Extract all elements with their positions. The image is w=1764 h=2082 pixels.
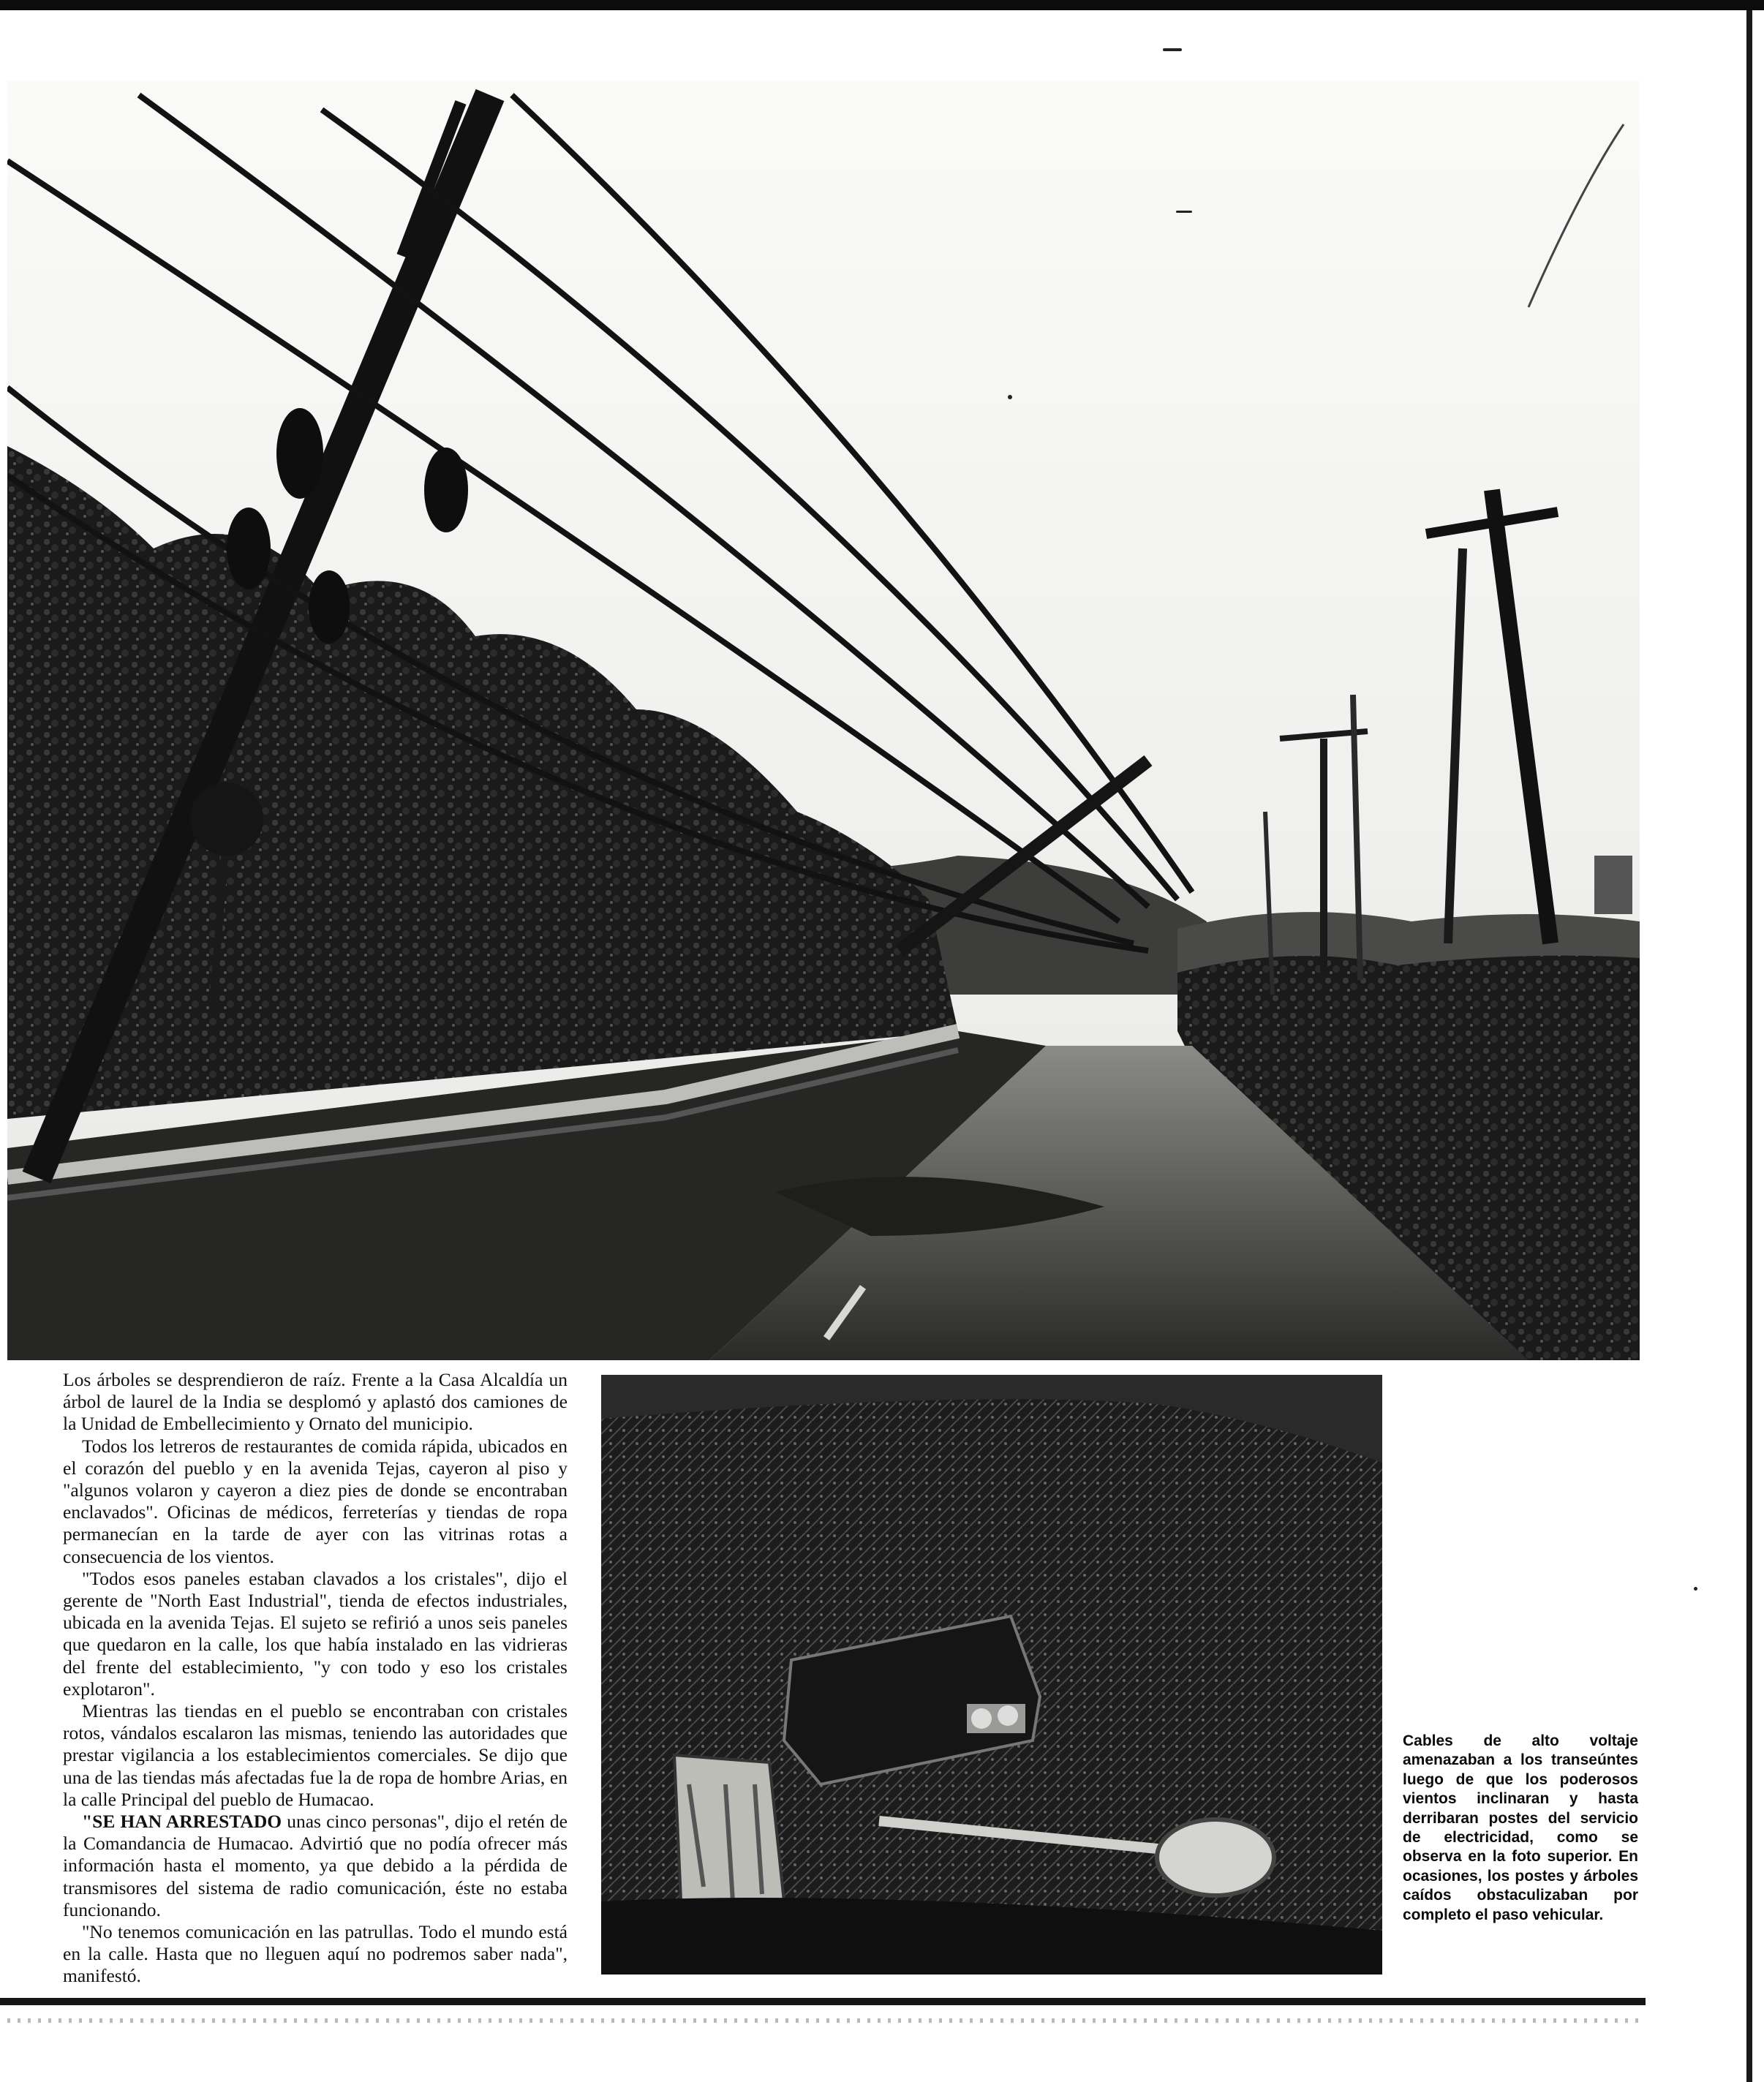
article-paragraph-5-text: unas cinco personas", dijo el retén de la Comandancia de Humacao. Advirtió que no podía ofrecer más información hasta el momento, ya que debido a la pérdida de transmisores del sistema de radio comunicación, éste no estaba funcionando.: [63, 1811, 568, 1920]
photo-fallen-power-lines: [7, 80, 1640, 1360]
print-speck: [1694, 1587, 1697, 1591]
article-paragraph-2: Todos los letreros de restaurantes de comida rápida, ubicados en el corazón del pueblo y en la avenida Tejas, cayeron al piso y "algunos volaron y cayeron a diez pies de donde se encontraban enclavados". Oficinas de médicos, ferreterías y tiendas de ropa permanecían en la tarde de ayer con las vitrinas rotas a consecuencia de los vientos.: [63, 1435, 568, 1567]
bottom-border-rule: [0, 1998, 1646, 2005]
article-lead-in: "SE HAN ARRESTADO: [82, 1811, 282, 1833]
photo-caption: Cables de alto voltaje amenazaban a los transeúntes luego de que los poderosos vientos inclinaran y hasta derribaran postes del servicio de electricidad, como se observa en la foto superior. En ocasiones, los postes y árboles caídos obstaculizaban por completo el paso vehicular.: [1403, 1732, 1638, 1923]
print-speck: [1008, 395, 1012, 399]
article-paragraph-6: "No tenemos comunicación en las patrullas. Todo el mundo está en la calle. Hasta que no lleguen aquí no podremos saber nada", manifestó.: [63, 1921, 568, 1987]
right-page-edge: [1746, 10, 1752, 2082]
article-paragraph-1: Los árboles se desprendieron de raíz. Frente a la Casa Alcaldía un árbol de laurel de la India se desplomó y aplastó dos camiones de la Unidad de Embellecimiento y Ornato del municipio.: [63, 1369, 568, 1435]
article-paragraph-3: "Todos esos paneles estaban clavados a los cristales", dijo el gerente de "North East Industrial", tienda de efectos industriales, ubicada en la avenida Tejas. El sujeto se refirió a unos seis paneles que quedaron en la calle, los que había instalado en las vidrieras del frente del establecimiento, "y con todo y eso los cristales explotaron".: [63, 1567, 568, 1700]
print-speck: [1176, 211, 1192, 213]
article-body: [63, 1369, 568, 1987]
top-border-rule: [0, 0, 1764, 10]
print-speck: [1163, 48, 1182, 51]
article-paragraph-5: [63, 1811, 568, 1921]
photo-damaged-car: [601, 1375, 1382, 1974]
bottom-dotted-rule: [7, 2018, 1646, 2023]
article-paragraph-4: Mientras las tiendas en el pueblo se encontraban con cristales rotos, vándalos escalaron las mismas, teniendo las autoridades que prestar vigilancia a los establecimientos comerciales. Se dijo que una de las tiendas más afectadas fue la de ropa de hombre Arias, en la calle Principal del pueblo de Humacao.: [63, 1700, 568, 1810]
